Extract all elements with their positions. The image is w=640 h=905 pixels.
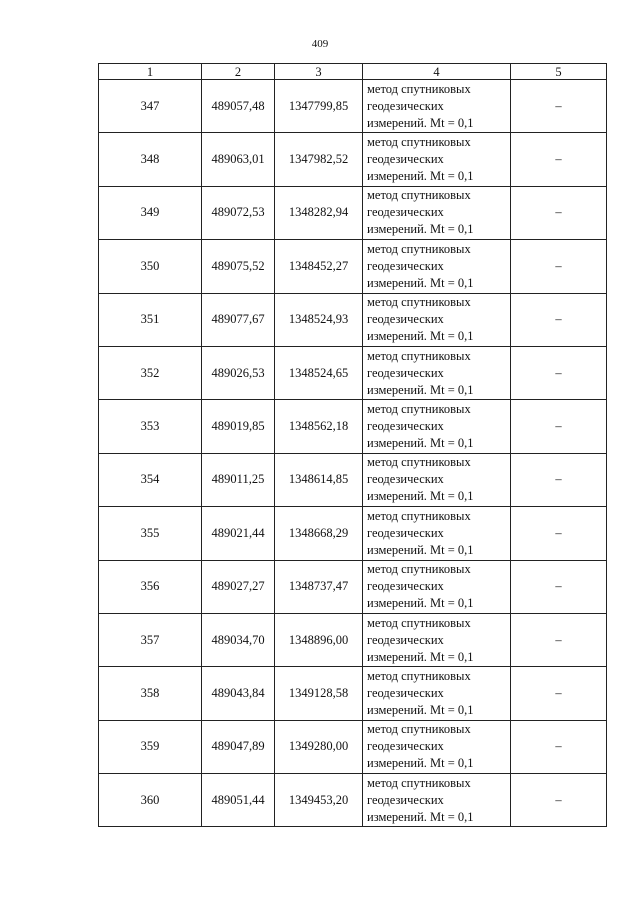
y-coordinate-cell: 1348896,00 bbox=[275, 613, 363, 666]
coordinates-table bbox=[98, 63, 607, 827]
method-cell: метод спутниковых геодезических измерений. Mt = 0,1 bbox=[363, 774, 511, 827]
table-header bbox=[99, 64, 607, 80]
header-col-3: 3 bbox=[275, 64, 363, 80]
method-cell: метод спутниковых геодезических измерений. Mt = 0,1 bbox=[363, 186, 511, 239]
method-cell: метод спутниковых геодезических измерений. Mt = 0,1 bbox=[363, 346, 511, 399]
point-number-cell: 355 bbox=[99, 507, 202, 560]
x-coordinate-cell: 489043,84 bbox=[202, 667, 275, 720]
note-cell: – bbox=[511, 613, 607, 666]
x-coordinate-cell: 489063,01 bbox=[202, 133, 275, 186]
method-cell: метод спутниковых геодезических измерений. Mt = 0,1 bbox=[363, 667, 511, 720]
table-row bbox=[99, 346, 607, 399]
note-cell: – bbox=[511, 453, 607, 506]
table-row bbox=[99, 720, 607, 773]
y-coordinate-cell: 1348668,29 bbox=[275, 507, 363, 560]
y-coordinate-cell: 1348524,65 bbox=[275, 346, 363, 399]
table-row bbox=[99, 186, 607, 239]
y-coordinate-cell: 1348524,93 bbox=[275, 293, 363, 346]
note-cell: – bbox=[511, 560, 607, 613]
x-coordinate-cell: 489034,70 bbox=[202, 613, 275, 666]
method-cell: метод спутниковых геодезических измерений. Mt = 0,1 bbox=[363, 80, 511, 133]
table-row bbox=[99, 507, 607, 560]
table-row bbox=[99, 667, 607, 720]
x-coordinate-cell: 489027,27 bbox=[202, 560, 275, 613]
point-number-cell: 351 bbox=[99, 293, 202, 346]
x-coordinate-cell: 489019,85 bbox=[202, 400, 275, 453]
point-number-cell: 354 bbox=[99, 453, 202, 506]
note-cell: – bbox=[511, 400, 607, 453]
method-cell: метод спутниковых геодезических измерений. Mt = 0,1 bbox=[363, 453, 511, 506]
x-coordinate-cell: 489057,48 bbox=[202, 80, 275, 133]
point-number-cell: 352 bbox=[99, 346, 202, 399]
point-number-cell: 350 bbox=[99, 240, 202, 293]
point-number-cell: 357 bbox=[99, 613, 202, 666]
table-row bbox=[99, 133, 607, 186]
method-cell: метод спутниковых геодезических измерений. Mt = 0,1 bbox=[363, 400, 511, 453]
page-number: 409 bbox=[311, 38, 329, 50]
y-coordinate-cell: 1349128,58 bbox=[275, 667, 363, 720]
header-col-5: 5 bbox=[511, 64, 607, 80]
y-coordinate-cell: 1348282,94 bbox=[275, 186, 363, 239]
y-coordinate-cell: 1348452,27 bbox=[275, 240, 363, 293]
method-cell: метод спутниковых геодезических измерений. Mt = 0,1 bbox=[363, 133, 511, 186]
y-coordinate-cell: 1347982,52 bbox=[275, 133, 363, 186]
table-row bbox=[99, 560, 607, 613]
table-row bbox=[99, 400, 607, 453]
point-number-cell: 347 bbox=[99, 80, 202, 133]
point-number-cell: 348 bbox=[99, 133, 202, 186]
table-row bbox=[99, 453, 607, 506]
point-number-cell: 360 bbox=[99, 774, 202, 827]
y-coordinate-cell: 1348737,47 bbox=[275, 560, 363, 613]
note-cell: – bbox=[511, 293, 607, 346]
point-number-cell: 349 bbox=[99, 186, 202, 239]
method-cell: метод спутниковых геодезических измерений. Mt = 0,1 bbox=[363, 293, 511, 346]
note-cell: – bbox=[511, 240, 607, 293]
method-cell: метод спутниковых геодезических измерений. Mt = 0,1 bbox=[363, 720, 511, 773]
table-row bbox=[99, 613, 607, 666]
method-cell: метод спутниковых геодезических измерений. Mt = 0,1 bbox=[363, 560, 511, 613]
note-cell: – bbox=[511, 186, 607, 239]
note-cell: – bbox=[511, 133, 607, 186]
note-cell: – bbox=[511, 774, 607, 827]
note-cell: – bbox=[511, 720, 607, 773]
note-cell: – bbox=[511, 507, 607, 560]
x-coordinate-cell: 489051,44 bbox=[202, 774, 275, 827]
y-coordinate-cell: 1348614,85 bbox=[275, 453, 363, 506]
table-row bbox=[99, 240, 607, 293]
x-coordinate-cell: 489075,52 bbox=[202, 240, 275, 293]
point-number-cell: 359 bbox=[99, 720, 202, 773]
x-coordinate-cell: 489011,25 bbox=[202, 453, 275, 506]
y-coordinate-cell: 1349280,00 bbox=[275, 720, 363, 773]
note-cell: – bbox=[511, 80, 607, 133]
x-coordinate-cell: 489077,67 bbox=[202, 293, 275, 346]
header-col-1: 1 bbox=[99, 64, 202, 80]
note-cell: – bbox=[511, 346, 607, 399]
table-row bbox=[99, 293, 607, 346]
point-number-cell: 353 bbox=[99, 400, 202, 453]
table-row bbox=[99, 80, 607, 133]
header-col-4: 4 bbox=[363, 64, 511, 80]
y-coordinate-cell: 1347799,85 bbox=[275, 80, 363, 133]
y-coordinate-cell: 1349453,20 bbox=[275, 774, 363, 827]
header-row bbox=[99, 64, 607, 80]
x-coordinate-cell: 489026,53 bbox=[202, 346, 275, 399]
table-body bbox=[99, 80, 607, 827]
table-row bbox=[99, 774, 607, 827]
y-coordinate-cell: 1348562,18 bbox=[275, 400, 363, 453]
x-coordinate-cell: 489072,53 bbox=[202, 186, 275, 239]
method-cell: метод спутниковых геодезических измерений. Mt = 0,1 bbox=[363, 613, 511, 666]
method-cell: метод спутниковых геодезических измерений. Mt = 0,1 bbox=[363, 507, 511, 560]
point-number-cell: 356 bbox=[99, 560, 202, 613]
method-cell: метод спутниковых геодезических измерений. Mt = 0,1 bbox=[363, 240, 511, 293]
header-col-2: 2 bbox=[202, 64, 275, 80]
note-cell: – bbox=[511, 667, 607, 720]
point-number-cell: 358 bbox=[99, 667, 202, 720]
x-coordinate-cell: 489021,44 bbox=[202, 507, 275, 560]
x-coordinate-cell: 489047,89 bbox=[202, 720, 275, 773]
